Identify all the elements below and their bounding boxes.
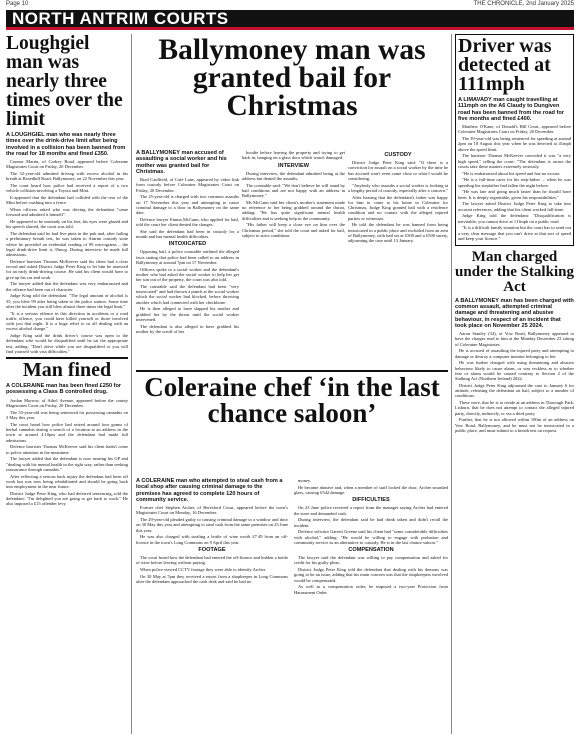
- article-body: [136, 249, 239, 334]
- article-man-fined: [6, 361, 128, 506]
- article-paragraph: "Anybody who assaults a social worker is looking at a lengthy period of custody, especially after a concern.": [348, 182, 448, 193]
- article-stalking-act: [455, 250, 574, 433]
- article-paragraph: District Judge Peter King told the defendant that dealing with his demons was going to be an issue, adding that his main concern was that the shopkeepers involved would be compensated.: [294, 567, 448, 583]
- article-headline: Man fined: [22, 359, 112, 382]
- article-paragraph: After reflecting a serious back injury the defendant had been off work but was now being rehabilitated and should be going back into employment in the near future.: [6, 473, 128, 490]
- article-body: [294, 555, 448, 595]
- article-paragraph: Defence lawyer Emma McCann, who applied for bail, told the court her client denied the charges.: [136, 216, 239, 228]
- article-paragraph: The 25-year-old is charged with two common assaults on 17 November this year and attempting to cause criminal damage to a door in Ballymoney on the same date.: [136, 194, 239, 216]
- article-paragraph: The barrister Thomas McKeever conceded it was "a very high speed," telling the court: "The defendant is aware the courts take these matters extremely seriously.: [458, 153, 571, 169]
- article-lead: A COLERAINE man who attempted to steal cash from a local shop after causing criminal damage to the premises has agreed to complete 120 hours of community service.: [136, 478, 283, 503]
- article-loughgiel: [6, 34, 128, 354]
- article-paragraph: The 32-year-old admitted driving with excess alcohol in his breath at Rosedhill Road, Ballymoney, on 22 November this year.: [6, 171, 128, 182]
- article-column-2: [242, 150, 345, 367]
- article-paragraph: Aaron Stanley (34), of Vow Road, Ballymoney appeared to have the charges read to him at the Monday December 23 sitting of Coleraine Magistrates.: [455, 331, 574, 347]
- article-paragraph: Brad Caulfield, of Cafe Lane, appeared by video link from custody before Coleraine Magistrates Court on Friday, 20 December.: [136, 177, 239, 193]
- article-column-1: [136, 478, 288, 736]
- article-paragraph: When officers asked who was driving the defendant "came forward and admitted it himself".: [6, 207, 128, 218]
- article-paragraph: Judge King said the drink driver's course was open to the defendant who would be disqualified until he sat the appropriate test, adding: "Don't drive while you are disqualified or you will find yourself with visa difficulties.": [6, 333, 128, 354]
- article-paragraph: He told the defendant he was banned from being intoxicated in a public place and excluded from an area of Ballymoney, with bail set at £500 and a £500 surety, adjourning the case until 13 January.: [348, 222, 448, 243]
- page-number: Page 10: [6, 1, 29, 7]
- article-paragraph: It appeared that the defendant had collided with the rear of the Mini before crashing into a fence.: [6, 195, 128, 206]
- article-body: [136, 177, 239, 239]
- article-paragraph: He was also charged with stealing a bottle of wine worth £7.49 from an off-licence in the town's Long Commons on 9 April this year.: [136, 534, 288, 545]
- article-paragraph: Defence solicitor Garrett Greene said his client had "some considerable difficulties with alcohol," adding: "He would be willing to engage with probation and community service as an alternative to custody. He is in the last chance saloon.": [294, 529, 448, 545]
- article-paragraph: The constable said: "We don't believe he will stand by bail conditions and are not happy with an address in Ballymoney.": [242, 182, 345, 198]
- article-paragraph: hoodie before leaving the property and trying to get back in, banging on a glass door which wasn't damaged.: [242, 150, 345, 161]
- article-paragraph: money.: [298, 478, 312, 483]
- article-paragraph: The defendant is also alleged to have grabbed his mother by the scruff of her: [136, 323, 239, 334]
- article-paragraph: The 33-year-old was being sentenced for possessing cannabis on 3 May this year.: [6, 409, 128, 421]
- article-paragraph: When police viewed CCTV footage they were able to identify Archer.: [140, 566, 266, 572]
- article-subheading: DIFFICULTIES: [352, 497, 390, 504]
- article-subheading: INTOXICATED: [168, 241, 207, 248]
- article-paragraph: After hearing that the defendant's father was happy for him to come to his home in Coleraine for Christmas, Judge King granted bail with a residence condition and no contact with the alleged injured parties or witnesses.: [348, 194, 448, 221]
- article-paragraph: "He is embarrassed about his speed and has no excuse.: [462, 170, 561, 176]
- article-paragraph: On 30 May at 7pm they received a report from a shopkeeper in Long Commons after the defendant approached the cash desk and said he had no: [136, 573, 288, 584]
- article-lead: A COLERAINE man has been fined £250 for possessing a Class B controlled drug.: [6, 383, 122, 396]
- right-column: [455, 34, 574, 737]
- article-column-2: [294, 478, 448, 736]
- article-paragraph: Jordan Morrow, of Athol Avenue, appeared before the county Magistrates Court on Friday, 20 December.: [6, 397, 128, 409]
- article-paragraph: The court heard how the defendant had entered the off-licence and hidden a bottle of wine before leaving without paying.: [136, 554, 288, 566]
- article-lead: A LOUGHGIEL man who was nearly three times over the drink-drive limit after being involved in a collision has been banned from the road for 18 months and fined £350.: [6, 132, 126, 157]
- article-paragraph: District Judge Peter King adjourned the case to January 6 for attitude, releasing the defendant on bail, subject to a number of conditions.: [455, 382, 574, 399]
- article-lead: A LIMAVADY man caught travelling at 111mph on the A6 Claudy to Dungiven road has been banned from the road for five months and fined £400.: [458, 97, 564, 122]
- article-paragraph: He is accused of assaulting the injured party and attempting to damage or destroy a computer monitor belonging to her.: [455, 348, 574, 359]
- article-body: [6, 159, 128, 354]
- article-paragraph: The 39-year-old was being sentenced for speeding at around 2pm on 18 August this year when he was detected at 41mph above the speed limit.: [458, 136, 571, 152]
- article-body: [348, 160, 448, 243]
- article-paragraph: The court heard how police had seized around four grams of herbal cannabis during a search of a location at an address in the town at around 4.10pm and the defendant had made full admissions.: [6, 421, 128, 443]
- article-paragraph: "He was late and going much faster than he should have been. It is deeply regrettable, given his responsibilities.": [458, 189, 571, 200]
- article-paragraph: During interview, the defendant admitted being at the address but denied the assaults.: [242, 170, 345, 181]
- article-paragraph: He became abusive and, when a member of staff locked the door, Archer smashed glass, causing £542 damage.: [294, 484, 448, 495]
- article-body: [136, 505, 288, 545]
- article-paragraph: During interview, the defendant said he had drink taken and didn't recall the incident.: [294, 517, 448, 528]
- column-rule: [131, 34, 132, 734]
- article-paragraph: He is then alleged to have slapped his mother and grabbed her by the throat until the social worker intervened.: [136, 306, 239, 322]
- section-banner: [6, 10, 574, 30]
- article-paragraph: "He is a full-time carer for his step-father ... when he was speeding his stepfather had fallen the night before.: [458, 177, 571, 188]
- article-body: [6, 398, 128, 507]
- article-headline: Man charged under the Stalking Act: [455, 248, 574, 295]
- article-paragraph: These were, that he is to reside at an address in Thorough Park, Lisburn, that he does not attempt to contact the alleged injured party, directly, indirectly, or via a third party.: [455, 400, 574, 416]
- article-paragraph: The lawyer added that the defendant was very embarrassed and the offence had been out of character.: [6, 281, 128, 292]
- article-body: [294, 478, 448, 495]
- article-body: [458, 124, 571, 241]
- article-subheading: CUSTODY: [384, 152, 412, 158]
- article-paragraph: Judge King told the defendant: "The legal amount of alcohol is 35, you blew 99 after being taken to the police station. Some time after the incident you still blew almost three times the legal limit.": [6, 293, 128, 309]
- article-headline: Loughgiel man was nearly three times over the limit: [6, 34, 123, 130]
- publication-date: THE CHRONICLE, 2nd January 2025: [473, 1, 574, 7]
- article-paragraph: The lawyer added that the defendant is now nearing his GP and "dealing with his mental health in the right way, rather than seeking reassurance through cannabis.": [6, 456, 128, 472]
- article-paragraph: The defendant said he had five pints in the pub and, after failing a preliminary breath test, he was taken to Antrim custody suite where he provided an evidential reading of 99 micrograms – the legal drink-drive limit is 35mcg. During interview he made full admissions.: [6, 231, 128, 258]
- article-paragraph: Former chef Stephen Archer, of Beresford Court, appeared before the town's Magistrates Court on Monday, 16 December.: [136, 505, 288, 516]
- article-headline: Driver was detected at 111mph: [458, 35, 552, 95]
- article-headline: Ballymoney man was granted bail for Christmas: [158, 34, 426, 122]
- article-paragraph: District Judge Peter King, who had deferred sentencing, told the defendant: "I'm delighted you are going to get back to work." He also imposed a £15 offender levy.: [6, 490, 128, 507]
- article-paragraph: The 29-year-old pleaded guilty to causing criminal damage to a window and door on 30 May this year and attempting to steal cash from the same premises on 23 June this year.: [136, 517, 288, 533]
- article-paragraph: "It is a serious offence in this direction in accidents or a road traffic offence, you could have killed yourself or those involved with you that night. It is a huge relief to us all dealing with an excess alcohol charge.": [6, 310, 128, 332]
- article-paragraph: The court heard how police had received a report of a two vehicle collision involving a Toyota and Mini.: [6, 183, 128, 194]
- article-paragraph: The constable said the defendant had been "very intoxicated" and had thrown a punch at the social worker which the social worker had blocked, before throwing another which had connected with her checkbone.: [136, 283, 239, 305]
- article-body: [294, 505, 448, 545]
- left-column: [6, 34, 128, 737]
- article-lead: A BALLYMONEY man has been charged with common assault, attempted criminal damage and threatening and abusive behaviour, in respect of an incident that took place on November 25 2024.: [455, 297, 574, 329]
- article-paragraph: Further, that he is not allowed within 100m of an address on Vow Road, Ballymoney, and he must not be intoxicated in a public place, and must submit to a breath test on request.: [455, 417, 574, 433]
- article-body: [455, 331, 574, 433]
- article-paragraph: "His father will keep a close eye on him over the Christmas period," she told the court and asked for bail, subject to strict conditions.: [242, 222, 345, 238]
- article-column-1: [136, 150, 239, 367]
- article-paragraph: Officers spoke to a social worker and the defendant's mother who had asked the social worker to help her get her son out of the property, the court was also told.: [136, 266, 239, 283]
- article-paragraph: The lawyer asked District Judge Peter King to take into account references, adding that his client worked full-time.: [458, 201, 571, 212]
- article-paragraph: On 23 June police received a report from the manager saying Archer had entered the store and demanded cash.: [294, 505, 448, 516]
- article-body: [242, 150, 345, 161]
- article-column-3: [348, 150, 448, 367]
- column-rule: [451, 34, 452, 734]
- article-paragraph: As well as a compensation order, he imposed a two-year Protection from Harassment Order.: [294, 584, 448, 595]
- article-paragraph: Opposing bail, a police constable outlined the alleged facts stating that police had been called to an address in Ballymoney at around 7pm on 17 November.: [136, 249, 239, 265]
- article-paragraph: He appeared to be unsteady on his feet, his eyes were glazed and his speech slurred, the court was told.: [6, 219, 128, 230]
- article-paragraph: Defence barrister Thomas McKeever said his client had a clear record and asked District Judge Peter King to let him be assessed for an early drink-driving course. He said his client would have to give up his car and work.: [6, 258, 128, 280]
- article-paragraph: Connor Martin, of Corkey Road, appeared before Coleraine Magistrates Court on Friday, 20 December.: [6, 159, 128, 170]
- article-paragraph: Judge King told the defendant: "Disqualification is inevitable; you cannot drive at 111mph on a public road.: [458, 213, 571, 224]
- article-paragraph: Ms McCann said her client's mother's statement made no reference to her being grabbed around the throat, adding: "He has quite significant mental health difficulties and is seeking help in the community.: [242, 199, 345, 221]
- section-title: NORTH ANTRIM COURTS: [12, 9, 229, 28]
- article-driver-111mph: [455, 34, 574, 246]
- article-paragraph: Matthew O'Kane, of Donald's Hill Court, appeared before Coleraine Magistrates Court on Friday, 20 December.: [458, 124, 571, 135]
- article-paragraph: "It is a difficult family situation but the court has to send out a very clear message that you can't drive at that sort of speed and keep your licence.": [458, 225, 571, 241]
- article-paragraph: The lawyer said the defendant was willing to pay compensation and asked for credit for his guilty pleas.: [294, 555, 448, 566]
- article-paragraph: He was further charged with using threatening and abusive behaviour likely to cause alarm, or was reckless as to whether fear or alarm would be caused contrary to Section 2 of the Stalking Act (Northern Ireland) 2022.: [455, 360, 574, 382]
- article-paragraph: Defence barrister Thomas McKeever said his client hadn't come to police attention in the meantime.: [6, 444, 128, 455]
- article-body: [242, 171, 345, 239]
- article-lead: A BALLYMONEY man accused of assaulting a social worker and his mother was granted bail for Christmas.: [136, 150, 227, 175]
- article-body: [136, 555, 288, 584]
- article-paragraph: District Judge Peter King said: "If there is a conviction for assault on a social worker by the time he has accrued won't even come close to what I would be considering.: [348, 160, 448, 181]
- article-headline: Coleraine chef ‘in the last chance saloon’: [144, 372, 440, 428]
- article-subheading: COMPENSATION: [348, 547, 394, 553]
- article-paragraph: She said the defendant had been in custody for a month and has mental health difficulties.: [136, 228, 239, 240]
- article-subheading: INTERVIEW: [278, 162, 309, 169]
- article-subheading: FOOTAGE: [198, 546, 226, 553]
